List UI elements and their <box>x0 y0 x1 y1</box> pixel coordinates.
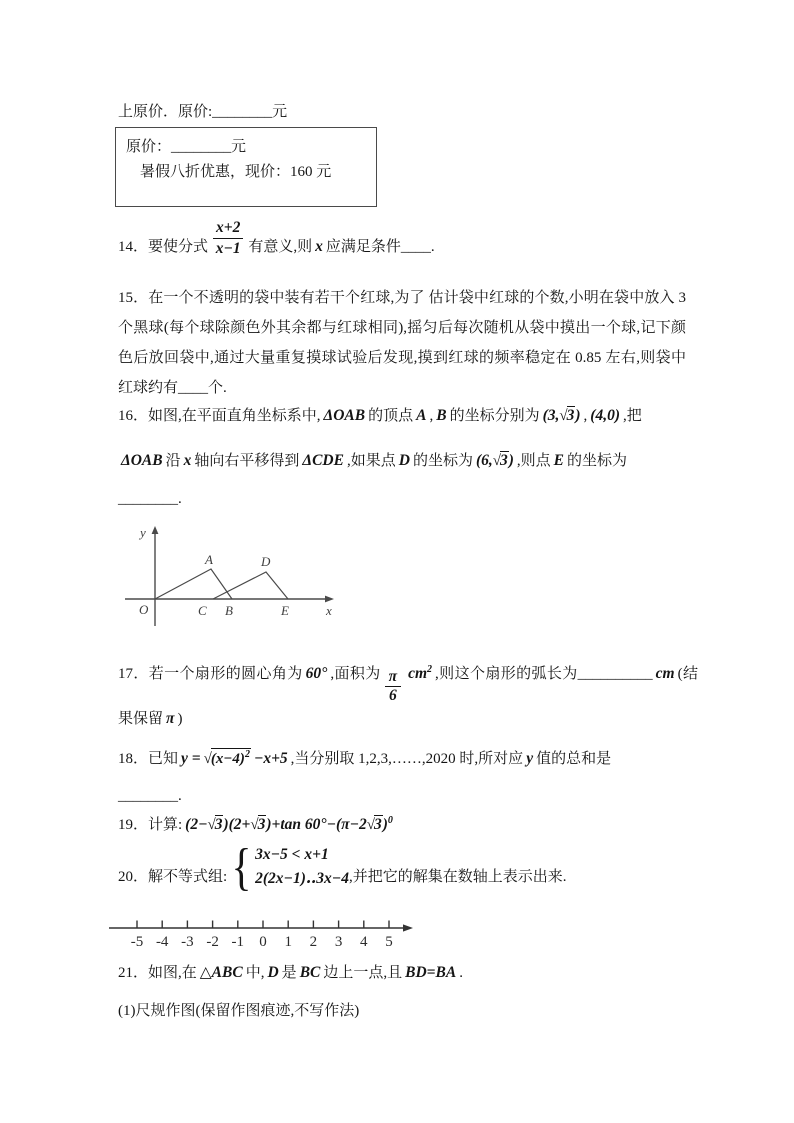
q21-equation: BD=BA <box>405 964 457 981</box>
q18-y: y <box>526 750 534 767</box>
question-14 <box>118 219 435 258</box>
q21-text: 中, <box>245 965 265 981</box>
q15-text: 15．在一个不透明的袋中装有若干个红球,为了 估计袋中红球的个数,小明在袋中放入 3 个黑球(每个球除颜色外其余都与红球相同),摇匀后每次随机从袋中摸出一个球,记下颜色后放回袋中,通过大量重复摸球试验后发现,摸到红球的频率稳定在 0.85 左右,则袋中红球约有____个. <box>118 290 686 396</box>
q17-area-fraction <box>385 668 401 704</box>
q21-text: 边上一点,且 <box>323 965 403 981</box>
triangle-cde <box>213 572 288 599</box>
tick-label: 2 <box>309 934 318 950</box>
q17-text: (结果保留 <box>118 666 698 728</box>
question-18-line1 <box>118 748 611 770</box>
radical-sign: √ <box>207 817 216 834</box>
radical-sign: √ <box>203 751 212 767</box>
q16-coord-a-pre: (3, <box>542 407 560 424</box>
q19-expr-part: ) <box>382 816 388 834</box>
label-point-a: A <box>205 552 213 567</box>
radical-sign: √ <box>559 408 568 424</box>
q17-text: ,面积为 <box>330 666 381 683</box>
q18-y-equals: y = <box>181 750 201 767</box>
question-17 <box>118 655 698 734</box>
q16-text: 的坐标为 <box>567 453 628 469</box>
q16-text: , <box>583 408 588 424</box>
tick-label: -4 <box>155 934 169 950</box>
number-line-labels <box>131 934 393 950</box>
q16-math-cde: ΔCDE <box>302 452 344 469</box>
q20-label: 20．解不等式组: <box>118 868 228 885</box>
q16-math-a: A <box>416 407 427 424</box>
price-box-line1: 原价：________元 <box>126 139 247 155</box>
q16-coord-d-post: ) <box>508 452 514 469</box>
q16-text: 的顶点 <box>368 408 414 424</box>
x-axis-arrow <box>325 596 334 603</box>
q19-expression <box>185 816 393 833</box>
q16-text: 的坐标分别为 <box>449 408 540 424</box>
q17-pi: π <box>166 710 175 728</box>
triangle-oab <box>155 569 232 599</box>
question-16-line2 <box>118 451 627 472</box>
q16-text: , <box>429 408 434 424</box>
q20-tail: ,并把它的解集在数轴上表示出来. <box>348 868 567 885</box>
q21-sub1-text: (1)尺规作图(保留作图痕迹,不写作法) <box>118 1003 360 1019</box>
question-19 <box>118 814 396 836</box>
q17-unit-cm: cm <box>408 665 428 683</box>
label-x-axis: x <box>326 603 332 618</box>
q16-text: 沿 <box>165 453 181 469</box>
label-origin: O <box>139 602 149 617</box>
q19-radicand: 3 <box>214 816 223 834</box>
q16-math-oab2: ΔOAB <box>121 452 163 469</box>
radical-sign: √ <box>366 817 375 834</box>
q14-mid: 有意义,则 <box>248 239 313 256</box>
q21-triangle-abc: △ABC <box>199 964 243 981</box>
q18-radicand <box>211 748 251 768</box>
q17-area-unit <box>408 665 432 682</box>
q18-text: ,当分别取 1,2,3,……,2020 时,所对应 <box>290 751 524 767</box>
q14-prefix: 14．要使分式 <box>118 239 209 256</box>
q17-text: 17．若一个扇形的圆心角为 <box>118 666 303 683</box>
label-y-axis: y <box>140 525 146 540</box>
q19-radicand: 3 <box>257 816 266 834</box>
q16-coord-a <box>543 407 581 424</box>
q16-coord-d-radicand: 3 <box>499 452 508 469</box>
q21-text: . <box>459 965 463 981</box>
q14-tail: 应满足条件____. <box>325 239 435 256</box>
q16-text: 轴向右平移得到 <box>194 453 300 469</box>
q16-coord-a-post: ) <box>575 407 581 424</box>
intro-text: 上原价．原价:________元 <box>118 104 288 120</box>
q14-variable: x <box>315 237 323 255</box>
q16-coord-b: (4,0) <box>590 407 620 424</box>
q20-inequality-1: 3x−5 < x+1 <box>255 846 329 863</box>
system-brace: { <box>231 839 252 897</box>
q14-fraction-numerator: x+2 <box>213 219 243 239</box>
tick-label: 4 <box>360 934 368 950</box>
q14-fraction-denominator: x−1 <box>215 239 241 257</box>
tick-label: 0 <box>259 934 267 950</box>
q16-coord-d-pre: (6, <box>475 452 493 469</box>
radical-sign: √ <box>492 453 501 469</box>
price-box <box>115 127 377 207</box>
question-20 <box>118 839 567 897</box>
inequality-system <box>255 845 349 892</box>
q19-text: 19．计算: <box>118 817 183 834</box>
q16-math-b: B <box>436 407 447 424</box>
q21-segment-bc: BC <box>299 964 321 981</box>
q21-text: 是 <box>281 965 297 981</box>
label-point-d: D <box>261 554 271 569</box>
q16-math-d: D <box>398 452 410 469</box>
tick-label: 3 <box>334 934 343 950</box>
tick-label: -3 <box>181 934 194 950</box>
number-line-ticks <box>137 921 389 929</box>
question-21-sub1 <box>118 1001 359 1021</box>
q14-fraction <box>213 219 243 258</box>
question-16-line1 <box>118 406 642 427</box>
price-box-line2: 暑假八折优惠，现价：160 元 <box>140 164 332 180</box>
question-15 <box>118 283 686 403</box>
question-18-blank <box>118 786 182 806</box>
y-axis-arrow <box>152 526 159 534</box>
q18-radicand-exp: 2 <box>244 749 250 760</box>
q21-text: 21．如图,在 <box>118 965 197 981</box>
q17-text-blank: ,则这个扇形的弧长为__________ <box>435 666 653 683</box>
label-point-b: B <box>225 603 233 618</box>
tick-label: -5 <box>130 934 144 950</box>
label-point-c: C <box>198 603 207 618</box>
tick-label: 5 <box>385 934 393 950</box>
number-line <box>105 906 425 958</box>
q16-math-e: E <box>553 452 565 469</box>
q18-text: 18．已知 <box>118 751 179 767</box>
q16-text: 的坐标为 <box>412 453 473 469</box>
q16-coord-a-radicand: 3 <box>566 407 575 424</box>
label-point-e: E <box>281 603 289 618</box>
radical-sign: √ <box>250 817 259 834</box>
q18-radicand-base: (x−4) <box>210 751 245 767</box>
q16-math-oab: ΔOAB <box>323 407 366 424</box>
q20-inequality-2: 2(2x−1)‥3x−4 <box>255 869 349 887</box>
question-21 <box>118 963 463 984</box>
q16-text: ,则点 <box>516 453 551 469</box>
q16-answer-blank: ________. <box>118 491 182 507</box>
q16-math-x: x <box>183 452 192 469</box>
tick-label: -1 <box>231 934 245 950</box>
intro-line <box>118 102 287 122</box>
tick-label: -2 <box>206 934 219 950</box>
q17-angle: 60° <box>305 665 328 683</box>
tick-label: 1 <box>284 934 292 950</box>
q19-exponent: 0 <box>387 815 393 826</box>
coordinate-figure <box>120 523 365 635</box>
q19-radicand: 3 <box>374 816 382 834</box>
q17-text: ) <box>177 711 183 728</box>
q16-text: ,把 <box>622 408 642 424</box>
q18-tail-expr: −x+5 <box>253 750 288 767</box>
q17-fraction-denominator: 6 <box>389 687 397 705</box>
q17-cm: cm <box>655 665 675 683</box>
number-line-arrow <box>403 924 413 931</box>
q17-fraction-numerator: π <box>385 668 401 687</box>
q18-text: 值的总和是 <box>536 751 612 767</box>
q19-expr-part: )+tan 60°−(π−2 <box>266 816 367 834</box>
q16-text: 16．如图,在平面直角坐标系中, <box>118 408 321 424</box>
q19-expr-part: )(2+ <box>223 816 251 834</box>
q18-answer-blank: ________. <box>118 788 182 804</box>
q16-coord-d <box>476 452 514 469</box>
q16-text: ,如果点 <box>346 453 396 469</box>
q19-expr-part: (2− <box>185 816 208 834</box>
question-16-blank <box>118 489 182 509</box>
q17-unit-sup: 2 <box>427 664 433 675</box>
q21-point-d: D <box>267 964 279 981</box>
